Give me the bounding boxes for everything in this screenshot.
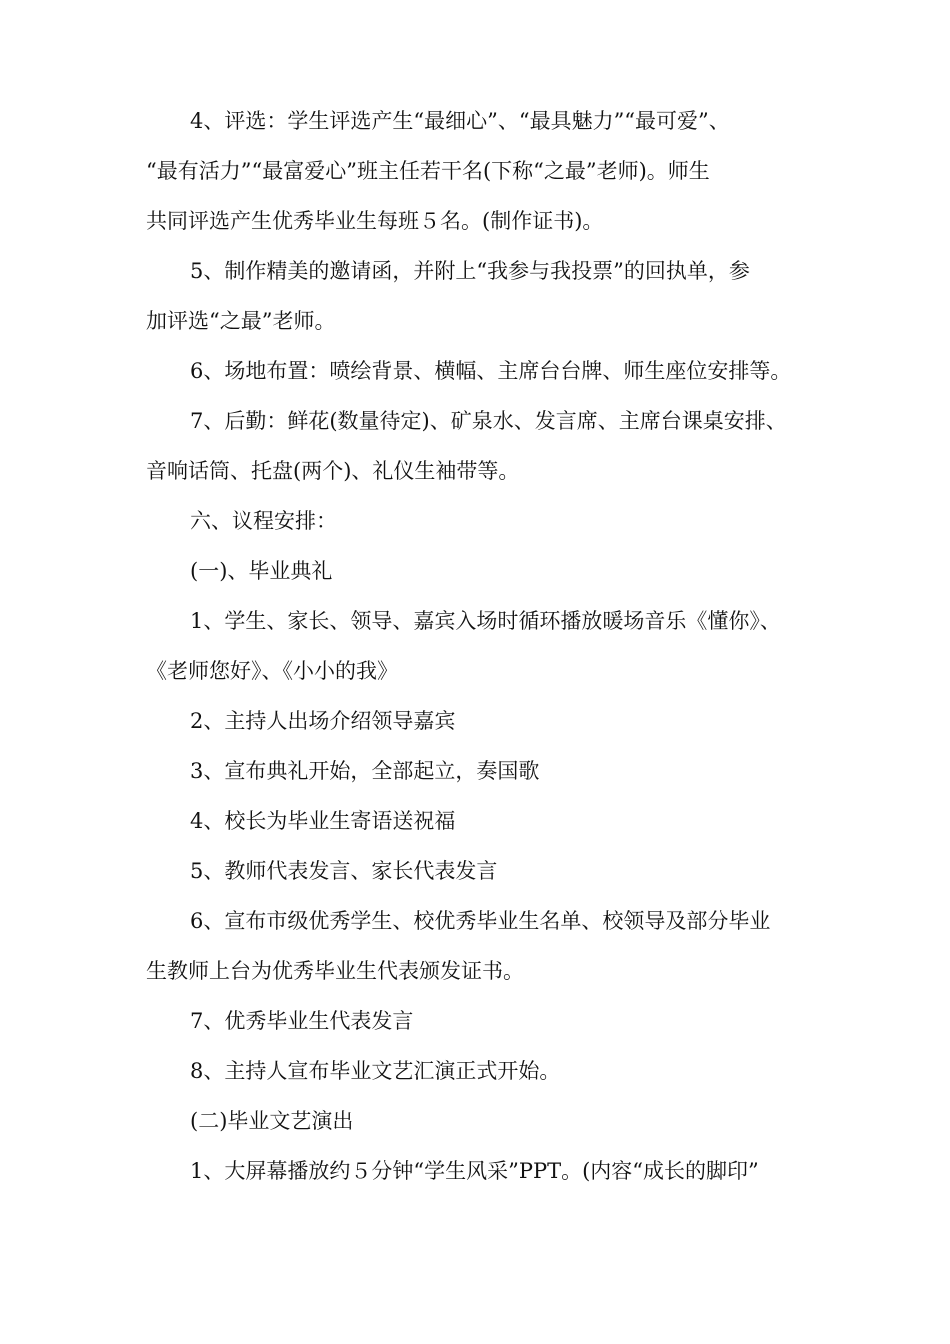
text-line: 6、宣布市级优秀学生、校优秀毕业生名单、校领导及部分毕业	[190, 909, 771, 933]
text-line: 生教师上台为优秀毕业生代表颁发证书。	[146, 959, 524, 983]
text-line: 1、学生、家长、领导、嘉宾入场时循环播放暖场音乐《懂你》、	[190, 609, 781, 633]
paragraph-agenda-item-6	[146, 896, 806, 996]
text-line: 2、主持人出场介绍领导嘉宾	[190, 709, 456, 733]
paragraph-agenda-item-1	[146, 596, 806, 696]
paragraph-venue	[146, 346, 806, 396]
paragraph-agenda-item-7	[146, 996, 806, 1046]
paragraph-agenda-item-3	[146, 746, 806, 796]
text-line: “最有活力”“最富爱心”班主任若干名(下称“之最”老师)。师生	[146, 159, 710, 183]
section-heading-agenda	[146, 496, 806, 546]
document-body	[146, 96, 806, 1196]
text-line: (二)毕业文艺演出	[190, 1109, 354, 1133]
text-line: 六、议程安排：	[190, 509, 337, 533]
paragraph-performance-item-1	[146, 1146, 806, 1196]
paragraph-agenda-item-2	[146, 696, 806, 746]
paragraph-agenda-item-8	[146, 1046, 806, 1096]
text-line: 3、宣布典礼开始，全部起立，奏国歌	[190, 759, 540, 783]
text-line: 加评选“之最”老师。	[146, 309, 336, 333]
text-line: 7、优秀毕业生代表发言	[190, 1009, 414, 1033]
text-line: 8、主持人宣布毕业文艺汇演正式开始。	[190, 1059, 561, 1083]
subsection-heading-ceremony	[146, 546, 806, 596]
text-line: 5、制作精美的邀请函，并附上“我参与我投票”的回执单，参	[190, 259, 750, 283]
paragraph-logistics	[146, 396, 806, 496]
text-line: 音响话筒、托盘(两个)、礼仪生袖带等。	[146, 459, 520, 483]
text-line: 共同评选产生优秀毕业生每班５名。(制作证书)。	[146, 209, 604, 233]
text-line: 6、场地布置：喷绘背景、横幅、主席台台牌、师生座位安排等。	[190, 359, 792, 383]
text-line: 《老师您好》、《小小的我》	[146, 659, 398, 683]
subsection-heading-performance	[146, 1096, 806, 1146]
text-line: 1、大屏幕播放约５分钟“学生风采”PPT。(内容“成长的脚印”	[190, 1159, 759, 1183]
text-line: 4、校长为毕业生寄语送祝福	[190, 809, 456, 833]
paragraph-agenda-item-4	[146, 796, 806, 846]
text-line: 5、教师代表发言、家长代表发言	[190, 859, 498, 883]
paragraph-selection	[146, 96, 806, 246]
text-line: (一)、毕业典礼	[190, 559, 333, 583]
paragraph-invitation	[146, 246, 806, 346]
text-line: 7、后勤：鲜花(数量待定)、矿泉水、发言席、主席台课桌安排、	[190, 409, 787, 433]
text-line: 4、评选：学生评选产生“最细心”、“最具魅力”“最可爱”、	[190, 109, 730, 133]
paragraph-agenda-item-5	[146, 846, 806, 896]
